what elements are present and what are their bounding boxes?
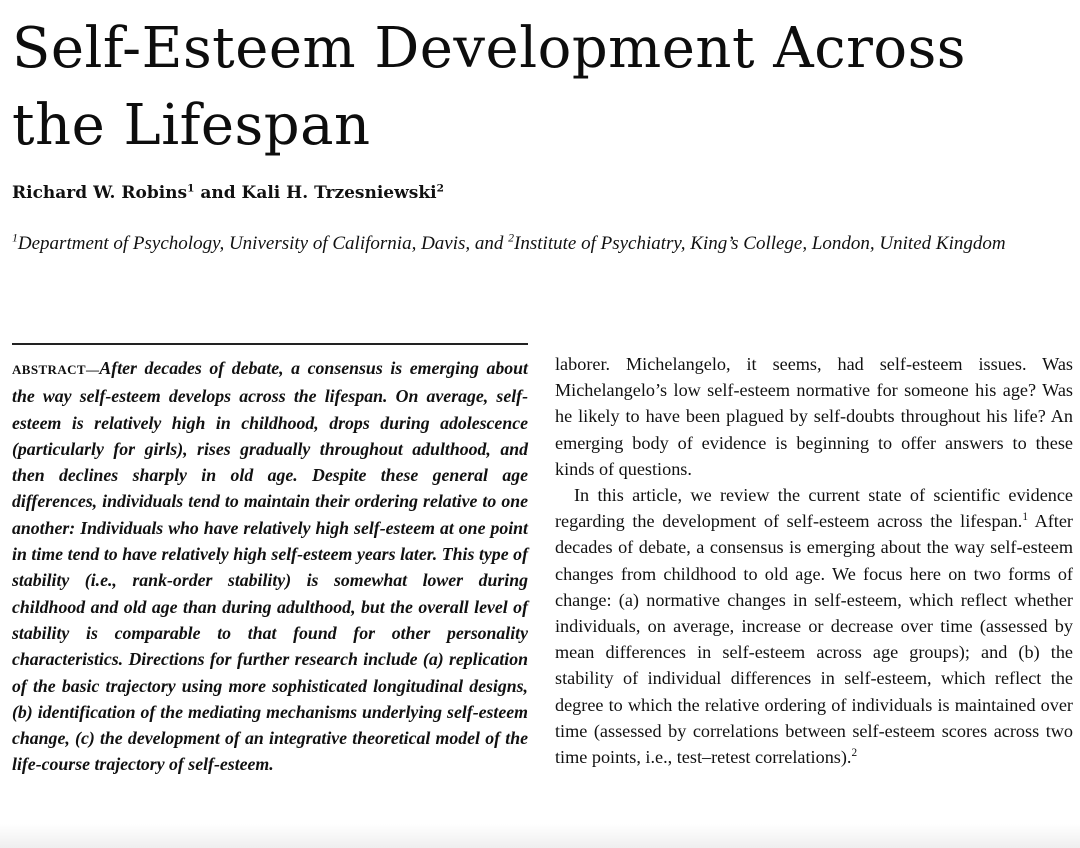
author-name: Richard W. Robins: [12, 183, 188, 203]
body-column: [555, 351, 1073, 770]
abstract-text: After decades of debate, a consensus is emerging about the way self-esteem develops across the lifespan. On average, self-esteem is relatively high in childhood, drops during adolescence (particularly for girls), rises gradually throughout adulthood, and then declines sharply in old age. Despite these general age differences, individuals tend to maintain their ordering relative to one another: Individuals who have relatively high self-esteem at one point in time tend to have relatively high self-esteem years later. This type of stability (i.e., rank-order stability) is somewhat lower during childhood and old age than during adulthood, but the overall level of stability is comparable to that found for other personality characteristics. Directions for further research include (a) replication of the basic trajectory using more sophisticated longitudinal designs, (b) identification of the mediating mechanisms underlying self-esteem change, (c) the development of an integrative theoretical model of the life-course trajectory of self-esteem.: [12, 358, 528, 775]
author-name: Kali H. Trzesniewski: [241, 183, 437, 203]
body-text: In this article, we review the current state of scientific evidence regarding the development of self-esteem across the lifespan.: [555, 485, 1073, 532]
affiliation-text: Institute of Psychiatry, King’s College, London, United Kingdom: [514, 233, 1006, 254]
footnote-mark: 2: [851, 746, 858, 759]
affiliation-mark: 2: [508, 231, 515, 245]
body-paragraph: laborer. Michelangelo, it seems, had self-esteem issues. Was Michelangelo’s low self-esteem normative for someone his age? Was he likely to have been plagued by self-doubts throughout his life? An emerging body of evidence is beginning to offer answers to these kinds of questions.: [555, 354, 1073, 479]
abstract-rule: [12, 343, 528, 345]
affiliation-mark: 1: [187, 182, 195, 195]
abstract: [12, 355, 528, 778]
abstract-label: ABSTRACT—: [12, 362, 100, 377]
affiliation-mark: 2: [436, 182, 444, 195]
affiliation-text: Department of Psychology, University of California, Davis, and: [17, 233, 509, 254]
author-line: [12, 180, 444, 206]
author-conjunction: and: [194, 183, 242, 203]
body-text: After decades of debate, a consensus is emerging about the way self-esteem changes from childhood to old age. We focus here on two forms of change: (a) normative changes in self-esteem, which reflect whether individuals, on average, increase or decrease over time (assessed by mean differences in self-esteem across age groups); and (b) the stability of individual differences in self-esteem, which reflect the degree to which the relative ordering of individuals is maintained over time (assessed by correlations between self-esteem scores across two time points, i.e., test–retest correlations).: [555, 511, 1073, 768]
page-shadow: [0, 824, 1080, 848]
body-paragraph: [555, 482, 1073, 770]
footnote-mark: 1: [1022, 511, 1028, 524]
affiliation-mark: 1: [12, 231, 18, 245]
paper-title: Self-Esteem Development Across the Lifespan: [12, 16, 967, 158]
affiliation-block: [12, 229, 1062, 258]
